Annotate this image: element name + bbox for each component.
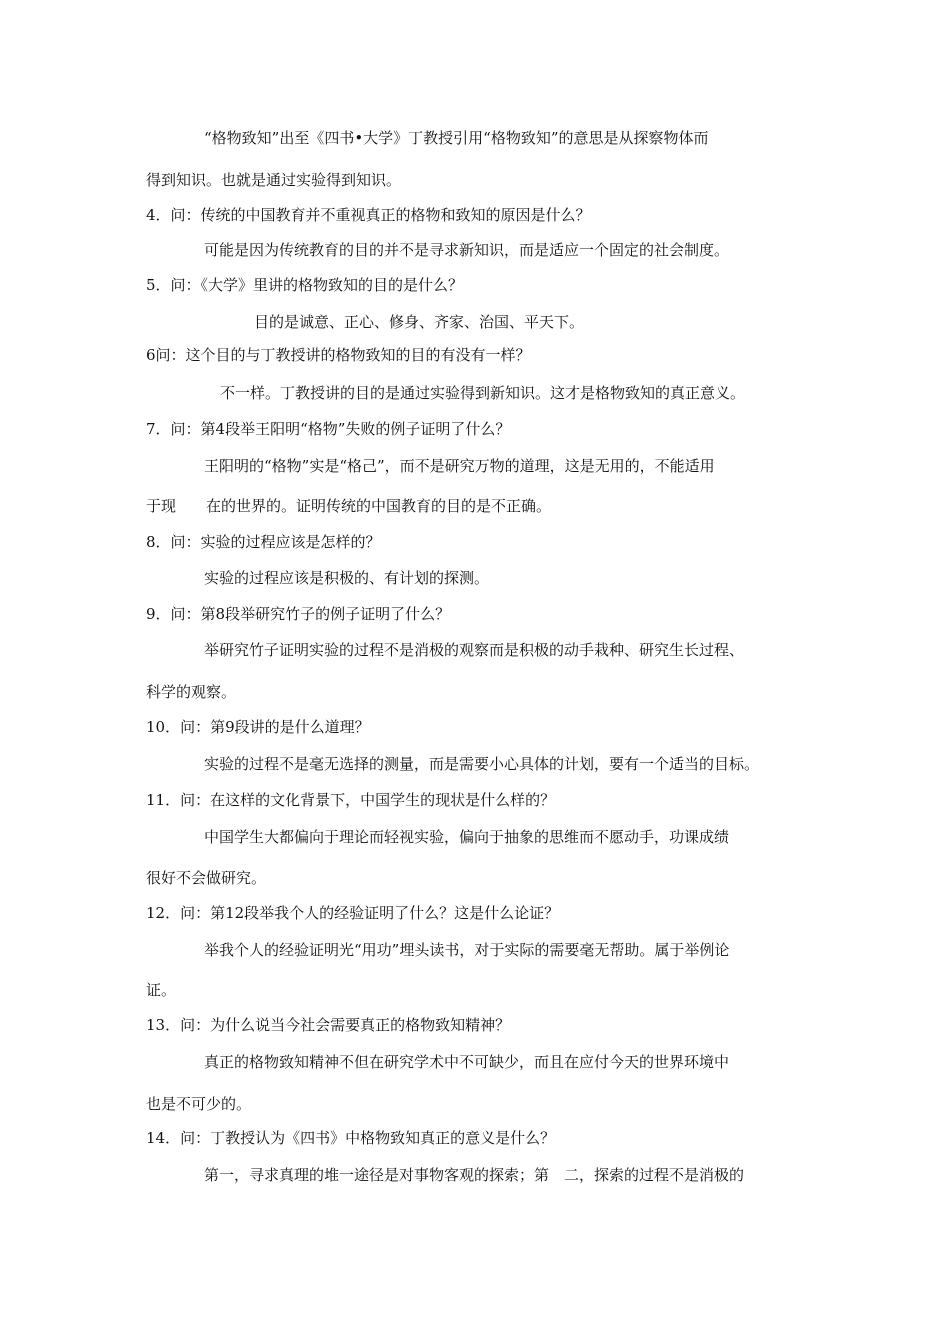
paragraph-line: 得到知识。也就是通过实验得到知识。 <box>146 171 402 189</box>
answer-4: 可能是因为传统教育的目的并不是寻求新知识，而是适应一个固定的社会制度。 <box>204 241 730 259</box>
answer-6: 不一样。丁教授讲的目的是通过实验得到新知识。这才是格物致知的真正意义。 <box>220 384 746 402</box>
answer-13-line-1: 真正的格物致知精神不但在研究学术中不可缺少，而且在应付今天的世界环境中 <box>204 1053 730 1071</box>
question-9: 9．问：第8段举研究竹子的例子证明了什么？ <box>146 605 451 623</box>
question-12: 12．问：第12段举我个人的经验证明了什么？这是什么论证？ <box>146 904 560 922</box>
answer-12-line-1: 举我个人的经验证明光“用功”埋头读书，对于实际的需要毫无帮助。属于举例论 <box>204 941 730 959</box>
question-4: 4．问：传统的中国教育并不重视真正的格物和致知的原因是什么？ <box>146 206 591 224</box>
answer-12-line-2: 证。 <box>146 981 177 999</box>
answer-7-line-1: 王阳明的“格物”实是“格己”，而不是研究万物的道理，这是无用的，不能适用 <box>204 457 715 475</box>
answer-14-line-1: 第一，寻求真理的堆一途径是对事物客观的探索；第 二，探索的过程不是消极的 <box>204 1166 745 1184</box>
question-11: 11．问：在这样的文化背景下，中国学生的现状是什么样的？ <box>146 791 556 809</box>
answer-9-line-2: 科学的观察。 <box>146 683 237 701</box>
question-5: 5．问：《大学》里讲的格物致知的目的是什么？ <box>146 276 464 294</box>
answer-8: 实验的过程应该是积极的、有计划的探测。 <box>204 569 490 587</box>
question-10: 10．问：第9段讲的是什么道理？ <box>146 718 370 736</box>
paragraph-line: “格物致知”出至《四书•大学》丁教授引用“格物致知”的意思是从探察物体而 <box>204 129 709 147</box>
answer-7-line-2: 于现 在的世界的。证明传统的中国教育的目的是不正确。 <box>146 497 552 515</box>
answer-13-line-2: 也是不可少的。 <box>146 1095 252 1113</box>
question-6: 6问：这个目的与丁教授讲的格物致知的目的有没有一样？ <box>146 346 531 364</box>
question-7: 7．问：第4段举王阳明“格物”失败的例子证明了什么？ <box>146 420 511 438</box>
answer-9-line-1: 举研究竹子证明实验的过程不是消极的观察而是积极的动手栽种、研究生长过程、 <box>204 641 745 659</box>
answer-5: 目的是诚意、正心、修身、齐家、治国、平天下。 <box>254 313 585 331</box>
question-14: 14．问：丁教授认为《四书》中格物致知真正的意义是什么？ <box>146 1129 556 1147</box>
answer-10: 实验的过程不是毫无选择的测量，而是需要小心具体的计划，要有一个适当的目标。 <box>204 755 760 773</box>
question-13: 13．问：为什么说当今社会需要真正的格物致知精神？ <box>146 1016 511 1034</box>
answer-11-line-2: 很好不会做研究。 <box>146 869 267 887</box>
question-8: 8．问：实验的过程应该是怎样的？ <box>146 533 381 551</box>
answer-11-line-1: 中国学生大都偏向于理论而轻视实验，偏向于抽象的思维而不愿动手，功课成绩 <box>204 828 730 846</box>
